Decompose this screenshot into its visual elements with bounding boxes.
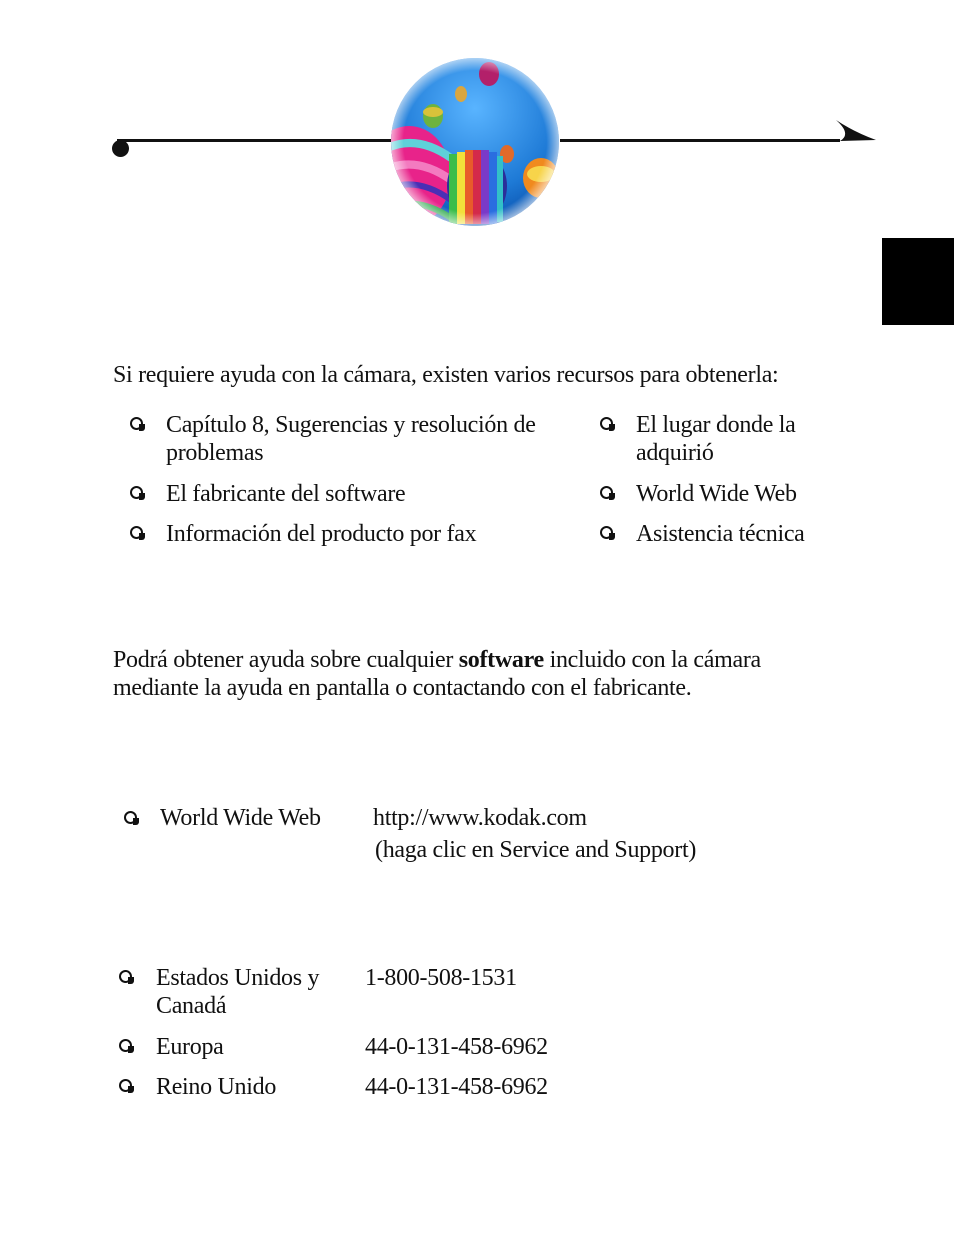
bullet-icon xyxy=(600,486,613,499)
phone-region: Reino Unido xyxy=(156,1074,277,1100)
arrow-head-icon xyxy=(830,118,876,144)
list-item-line: adquirió xyxy=(636,440,714,466)
hot-air-balloons-photo xyxy=(391,58,559,226)
web-label: World Wide Web xyxy=(160,805,321,831)
bullet-icon xyxy=(119,1079,132,1092)
intro-text: Si requiere ayuda con la cámara, existen varios recursos para obtenerla: xyxy=(113,362,779,388)
bullet-icon xyxy=(119,970,132,983)
bullet-icon xyxy=(600,417,613,430)
bullet-icon xyxy=(130,417,143,430)
timeline-dot-icon xyxy=(112,140,129,157)
software-paragraph xyxy=(113,646,761,702)
header-rule-right xyxy=(560,139,840,142)
software-paragraph-line1 xyxy=(113,646,761,674)
phone-region-line: Estados Unidos y xyxy=(156,965,320,991)
bullet-icon xyxy=(130,486,143,499)
phone-number: 1-800-508-1531 xyxy=(365,965,517,991)
bullet-icon xyxy=(119,1039,132,1052)
phone-number: 44-0-131-458-6962 xyxy=(365,1034,548,1060)
paragraph-text: Podrá obtener ayuda sobre cualquier xyxy=(113,647,459,673)
phone-region xyxy=(156,964,319,1020)
phone-region: Europa xyxy=(156,1034,224,1060)
bullet-icon xyxy=(130,526,143,539)
web-url[interactable]: http://www.kodak.com xyxy=(373,805,587,831)
software-term: software xyxy=(458,647,544,673)
phone-number: 44-0-131-458-6962 xyxy=(365,1074,548,1100)
list-item-line: Capítulo 8, Sugerencias y resolución de xyxy=(166,412,536,438)
web-note: (haga clic en Service and Support) xyxy=(375,837,697,863)
list-item xyxy=(636,411,796,467)
list-item: El fabricante del software xyxy=(166,481,406,507)
paragraph-text: incluido con la cámara xyxy=(543,647,761,673)
bullet-icon xyxy=(600,526,613,539)
list-item-line: El lugar donde la xyxy=(636,412,796,438)
list-item: World Wide Web xyxy=(636,481,797,507)
phone-region-line: Canadá xyxy=(156,993,227,1019)
list-item xyxy=(166,411,536,467)
header-rule-left xyxy=(117,139,393,142)
list-item-line: problemas xyxy=(166,440,264,466)
bullet-icon xyxy=(124,811,137,824)
software-paragraph-line2: mediante la ayuda en pantalla o contactando con el fabricante. xyxy=(113,675,692,701)
chapter-tab xyxy=(882,238,954,325)
list-item: Asistencia técnica xyxy=(636,521,805,547)
list-item: Información del producto por fax xyxy=(166,521,477,547)
